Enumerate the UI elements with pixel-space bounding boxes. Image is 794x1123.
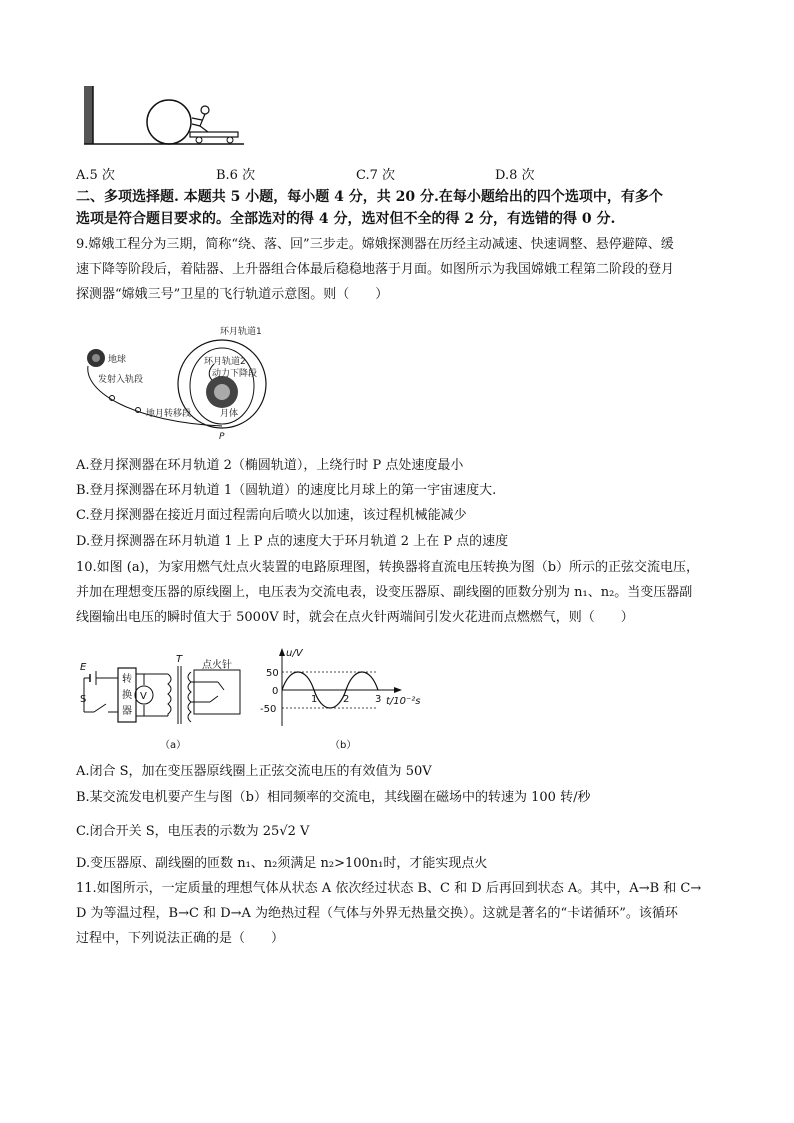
ball [147,100,191,144]
switch-label: S [80,694,87,705]
y-tick-minus50: -50 [260,704,277,715]
q10-stem-line2: 并加在理想变压器的原线圈上，电压表为交流电表，设变压器原、副线圈的匝数分别为 n₁、n₂。当变压器副 [76,585,693,600]
q9-option-c: C.登月探测器在接近月面过程需向后喷火以加速，该过程机械能减少 [76,508,467,523]
q9-option-a: A.登月探测器在环月轨道 2（椭圆轨道），上绕行时 P 点处速度最小 [76,458,464,473]
q8-option-c: C.7 次 [356,168,396,183]
label-earth: 地球 [108,355,127,365]
q10-circuit-figure [78,652,278,752]
q9-option-b: B.登月探测器在环月轨道 1（圆轨道）的速度比月球上的第一宇宙速度大. [76,483,497,498]
converter-char-2: 换 [122,690,132,701]
x-axis-label: t/10⁻²s [386,696,421,707]
q9-stem-line1: 9.嫦娥工程分为三期，简称“绕、落、回”三步走。嫦娥探测器在历经主动减速、快速调整、悬停避障、缓 [76,237,674,252]
y-tick-0: 0 [272,686,279,697]
y-axis-label: u/V [286,648,303,659]
x-tick-1: 1 [311,694,318,705]
q10-stem-line1: 10.如图 (a)，为家用燃气灶点火装置的电路原理图，转换器将直流电压转换为图（b）所示的正弦交流电压， [76,560,700,575]
label-descent: 动力下降段 [212,369,258,379]
q11-stem-line1: 11.如图所示，一定质量的理想气体从状态 A 依次经过状态 B、C 和 D 后再回到状态 A。其中，A→B 和 C→ [76,881,702,896]
label-orbit2: 环月轨道2 [204,357,246,367]
q10-voltage-graph [256,646,421,752]
q10-option-a: A.闭合 S，加在变压器原线圈上正弦交流电压的有效值为 50V [76,764,432,779]
label-point-p: P [219,432,225,442]
needle-label: 点火针 [202,660,232,671]
label-launch: 发射入轨段 [98,375,144,385]
q11-stem-line3: 过程中，下列说法正确的是（ ） [76,931,285,946]
section2-header-line2: 选项是符合题目要求的。全部选对的得 4 分，选对但不全的得 2 分，有选错的得 0 分. [76,211,616,227]
label-moon: 月体 [220,409,239,419]
transformer-label: T [176,654,183,665]
x-tick-3: 3 [375,694,382,705]
q10-option-d: D.变压器原、副线圈的匝数 n₁、n₂须满足 n₂>100n₁时，才能实现点火 [76,856,488,871]
label-orbit1: 环月轨道1 [220,327,262,337]
q10-option-c: C.闭合开关 S，电压表的示数为 25√2 V [76,824,310,839]
x-tick-2: 2 [343,694,350,705]
fig-a-caption: （a） [160,740,187,751]
q10-option-b: B.某交流发电机要产生与图（b）相同频率的交流电，其线圈在磁场中的转速为 100 转/秒 [76,790,591,805]
q8-option-d: D.8 次 [495,168,535,183]
converter-char-1: 转 [122,674,132,685]
q10-stem-line3: 线圈输出电压的瞬时值大于 5000V 时，就会在点火针两端间引发火花进而点燃燃气，则（ ） [76,610,634,625]
label-transfer: 地月转移段 [146,409,192,419]
section2-header-line1: 二、多项选择题. 本题共 5 小题，每小题 4 分，共 20 分.在每小题给出的四个选项中，有多个 [76,189,663,205]
q8-option-b: B.6 次 [216,168,256,183]
q11-stem-line2: D 为等温过程，B→C 和 D→A 为绝热过程（气体与外界无热量交换）。这就是著名的“卡诺循环”。该循环 [76,906,678,921]
q8-figure [72,82,252,152]
converter-char-3: 器 [122,706,132,717]
y-tick-50: 50 [266,668,279,679]
fig-b-caption: （b） [330,740,357,751]
q9-stem-line2: 速下降等阶段后，着陆器、上升器组合体最后稳稳地落于月面。如图所示为我国嫦娥工程第二阶段的登月 [76,262,675,277]
voltmeter-label: V [140,691,147,702]
q9-orbit-figure [74,322,314,442]
q9-option-d: D.登月探测器在环月轨道 1 上 P 点的速度大于环月轨道 2 上在 P 点的速度 [76,534,509,549]
battery-label: E [80,662,87,673]
q8-option-a: A.5 次 [76,168,115,183]
q9-stem-line3: 探测器“嫦娥三号”卫星的飞行轨道示意图。则（ ） [76,287,389,302]
